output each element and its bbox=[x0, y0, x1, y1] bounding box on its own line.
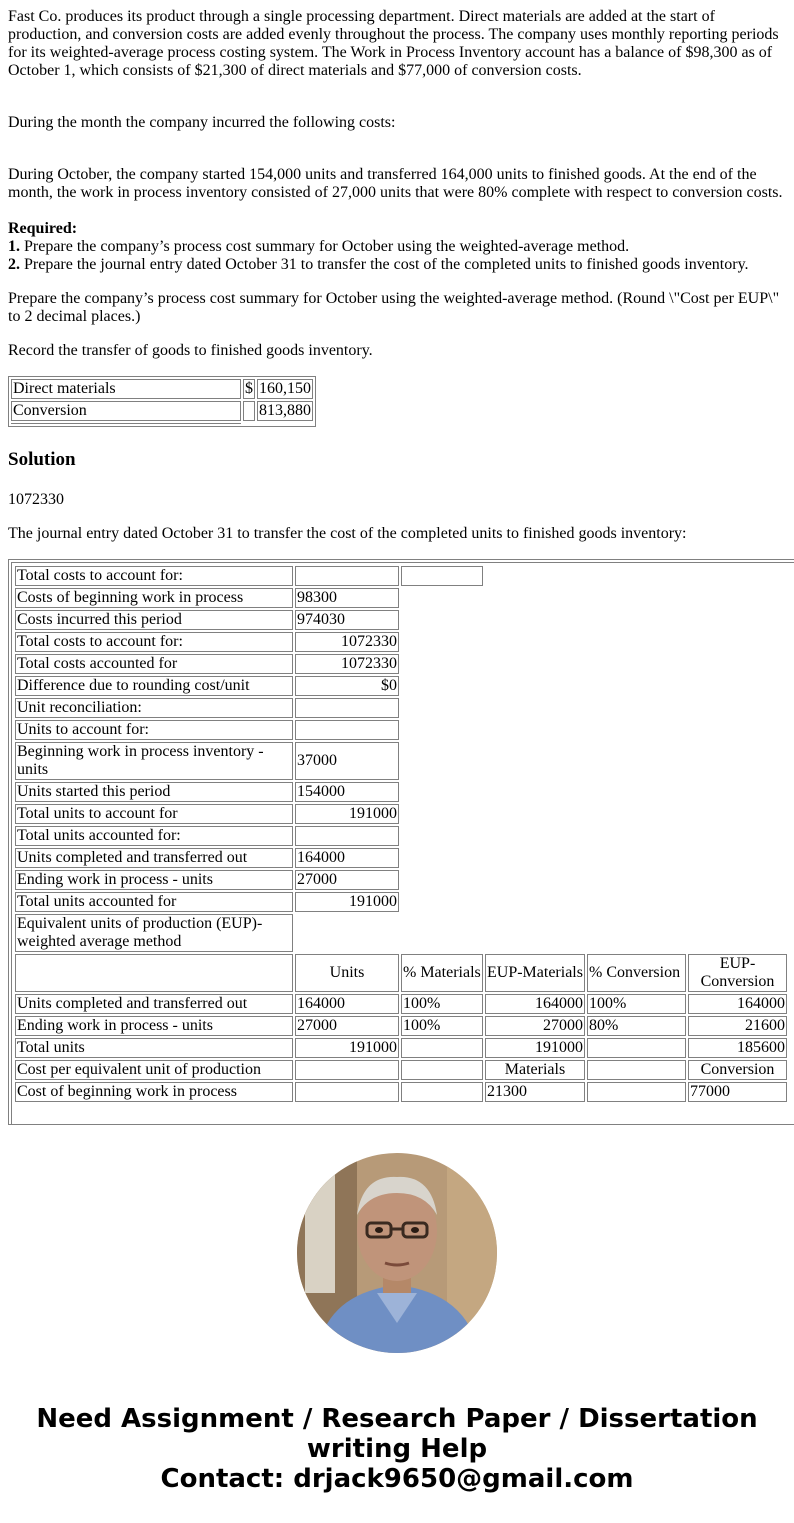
row-value: 191000 bbox=[295, 892, 399, 912]
row-value: 77000 bbox=[688, 1082, 787, 1102]
table-row bbox=[15, 848, 787, 868]
row-value: 974030 bbox=[295, 610, 399, 630]
table-row bbox=[15, 588, 787, 608]
row-label: Total units bbox=[15, 1038, 293, 1058]
table-row bbox=[15, 782, 787, 802]
table-row bbox=[15, 1016, 787, 1036]
prepare-instruction: Prepare the company’s process cost summary for October using the weighted-average method. (Round \"Cost per EUP\" to 2 decimal places.) bbox=[8, 290, 780, 325]
journal-entry-text: The journal entry dated October 31 to transfer the cost of the completed units to finished goods inventory: bbox=[8, 525, 687, 542]
row-value: 100% bbox=[401, 994, 483, 1014]
row-label: Total costs to account for: bbox=[15, 632, 293, 652]
costs-divider bbox=[11, 423, 241, 424]
row-label: Costs incurred this period bbox=[15, 610, 293, 630]
row-label: Cost of beginning work in process bbox=[15, 1082, 293, 1102]
author-photo-image bbox=[297, 1153, 497, 1353]
costs-row bbox=[11, 401, 313, 421]
row-value bbox=[401, 1038, 483, 1058]
row-label: Units completed and transferred out bbox=[15, 848, 293, 868]
row-label: Total units accounted for bbox=[15, 892, 293, 912]
empty-cell bbox=[401, 1060, 483, 1080]
empty-cell bbox=[295, 566, 399, 586]
column-header: % Materials bbox=[401, 954, 483, 992]
table-row bbox=[15, 698, 787, 718]
eup-section-label: Equivalent units of production (EUP)-weighted average method bbox=[15, 914, 293, 952]
help-banner bbox=[0, 1404, 794, 1494]
record-instruction: Record the transfer of goods to finished goods inventory. bbox=[8, 342, 373, 359]
row-value: 164000 bbox=[688, 994, 787, 1014]
table-row bbox=[15, 870, 787, 890]
row-value: 100% bbox=[401, 1016, 483, 1036]
required-label: Required: bbox=[8, 220, 78, 237]
month-costs-text: During the month the company incurred the following costs: bbox=[8, 114, 396, 131]
empty-cell bbox=[15, 954, 293, 992]
row-label: Ending work in process - units bbox=[15, 1016, 293, 1036]
row-value: 27000 bbox=[485, 1016, 585, 1036]
empty-cell bbox=[295, 826, 399, 846]
row-value: 185600 bbox=[688, 1038, 787, 1058]
table-row bbox=[15, 1082, 787, 1102]
row-value: 191000 bbox=[295, 804, 399, 824]
row-label: Ending work in process - units bbox=[15, 870, 293, 890]
process-cost-summary-frame bbox=[8, 559, 794, 1125]
table-row bbox=[15, 914, 787, 952]
required-section bbox=[8, 220, 786, 274]
costs-row bbox=[11, 379, 313, 399]
row-value: 164000 bbox=[295, 848, 399, 868]
empty-cell bbox=[295, 1082, 399, 1102]
column-header: Materials bbox=[485, 1060, 585, 1080]
row-value: 164000 bbox=[485, 994, 585, 1014]
solution-heading: Solution bbox=[8, 449, 76, 470]
empty-cell bbox=[295, 720, 399, 740]
row-value: 37000 bbox=[295, 742, 399, 780]
costs-symbol bbox=[243, 401, 255, 421]
req1-text: Prepare the company’s process cost summary for October using the weighted-average method. bbox=[20, 238, 630, 255]
row-label: Total units accounted for: bbox=[15, 826, 293, 846]
row-label: Difference due to rounding cost/unit bbox=[15, 676, 293, 696]
row-value: 1072330 bbox=[295, 654, 399, 674]
solution-total: 1072330 bbox=[8, 491, 64, 508]
empty-cell bbox=[295, 1060, 399, 1080]
req2-text: Prepare the journal entry dated October 31 to transfer the cost of the completed units to finished goods inventory. bbox=[20, 256, 749, 273]
row-value: 80% bbox=[587, 1016, 686, 1036]
empty-cell bbox=[587, 1060, 686, 1080]
row-value: 100% bbox=[587, 994, 686, 1014]
banner-line-1: Need Assignment / Research Paper / Dissertation bbox=[36, 1404, 758, 1434]
row-value: 21600 bbox=[688, 1016, 787, 1036]
table-row bbox=[15, 566, 787, 586]
column-header: % Conversion bbox=[587, 954, 686, 992]
costs-symbol: $ bbox=[245, 380, 253, 397]
problem-intro: Fast Co. produces its product through a single processing department. Direct materials are added at the start of production, and conversion costs are added evenly throughout the process. The company uses monthly reporting periods for its weighted-average process costing system. The Work in Process Inventory account has a balance of $98,300 as of October 1, which consists of $21,300 of direct materials and $77,000 of conversion costs. bbox=[8, 8, 779, 79]
table-row bbox=[15, 892, 787, 912]
row-value: 154000 bbox=[295, 782, 399, 802]
costs-amount: 160,150 bbox=[259, 380, 311, 397]
row-value: 21300 bbox=[485, 1082, 585, 1102]
row-value: 98300 bbox=[295, 588, 399, 608]
row-label: Cost per equivalent unit of production bbox=[15, 1060, 293, 1080]
column-header: Units bbox=[295, 954, 399, 992]
row-label: Units started this period bbox=[15, 782, 293, 802]
row-value: 164000 bbox=[295, 994, 399, 1014]
empty-cell bbox=[587, 1082, 686, 1102]
row-value: 27000 bbox=[295, 1016, 399, 1036]
table-row bbox=[15, 804, 787, 824]
costs-label: Conversion bbox=[11, 401, 241, 421]
row-label: Units completed and transferred out bbox=[15, 994, 293, 1014]
table-row bbox=[15, 826, 787, 846]
column-header: EUP-Conversion bbox=[688, 954, 787, 992]
banner-contact: Contact: drjack9650@gmail.com bbox=[160, 1464, 634, 1494]
row-label: Costs of beginning work in process bbox=[15, 588, 293, 608]
table-row bbox=[15, 720, 787, 740]
row-label: Total units to account for bbox=[15, 804, 293, 824]
row-value: 27000 bbox=[295, 870, 399, 890]
req2-number: 2. bbox=[8, 256, 20, 273]
costs-amount: 813,880 bbox=[259, 402, 311, 419]
eup-header-row bbox=[15, 954, 787, 992]
table-row bbox=[15, 1038, 787, 1058]
row-value: 191000 bbox=[295, 1038, 399, 1058]
total-costs-header: Total costs to account for: bbox=[15, 566, 293, 586]
row-label: Total costs accounted for bbox=[15, 654, 293, 674]
costs-incurred-table bbox=[8, 376, 316, 427]
table-row bbox=[15, 1060, 787, 1080]
empty-cell bbox=[401, 566, 483, 586]
column-header: EUP-Materials bbox=[485, 954, 585, 992]
table-row bbox=[15, 994, 787, 1014]
row-value bbox=[587, 1038, 686, 1058]
empty-cell bbox=[295, 698, 399, 718]
table-row bbox=[15, 610, 787, 630]
row-value: $0 bbox=[295, 676, 399, 696]
row-label: Beginning work in process inventory - units bbox=[15, 742, 293, 780]
process-cost-summary-table bbox=[13, 564, 789, 1104]
banner-line-2: writing Help bbox=[306, 1434, 488, 1464]
req1-number: 1. bbox=[8, 238, 20, 255]
table-row bbox=[15, 632, 787, 652]
row-value: 191000 bbox=[485, 1038, 585, 1058]
empty-cell bbox=[401, 1082, 483, 1102]
table-row bbox=[15, 742, 787, 780]
october-text: During October, the company started 154,000 units and transferred 164,000 units to finished goods. At the end of the month, the work in process inventory consisted of 27,000 units that were 80% complete with respect to conversion costs. bbox=[8, 166, 783, 201]
column-header: Conversion bbox=[688, 1060, 787, 1080]
author-photo bbox=[297, 1153, 497, 1353]
table-row bbox=[15, 676, 787, 696]
row-label: Unit reconciliation: bbox=[15, 698, 293, 718]
row-value: 1072330 bbox=[295, 632, 399, 652]
table-row bbox=[15, 654, 787, 674]
row-label: Units to account for: bbox=[15, 720, 293, 740]
costs-label: Direct materials bbox=[11, 379, 241, 399]
